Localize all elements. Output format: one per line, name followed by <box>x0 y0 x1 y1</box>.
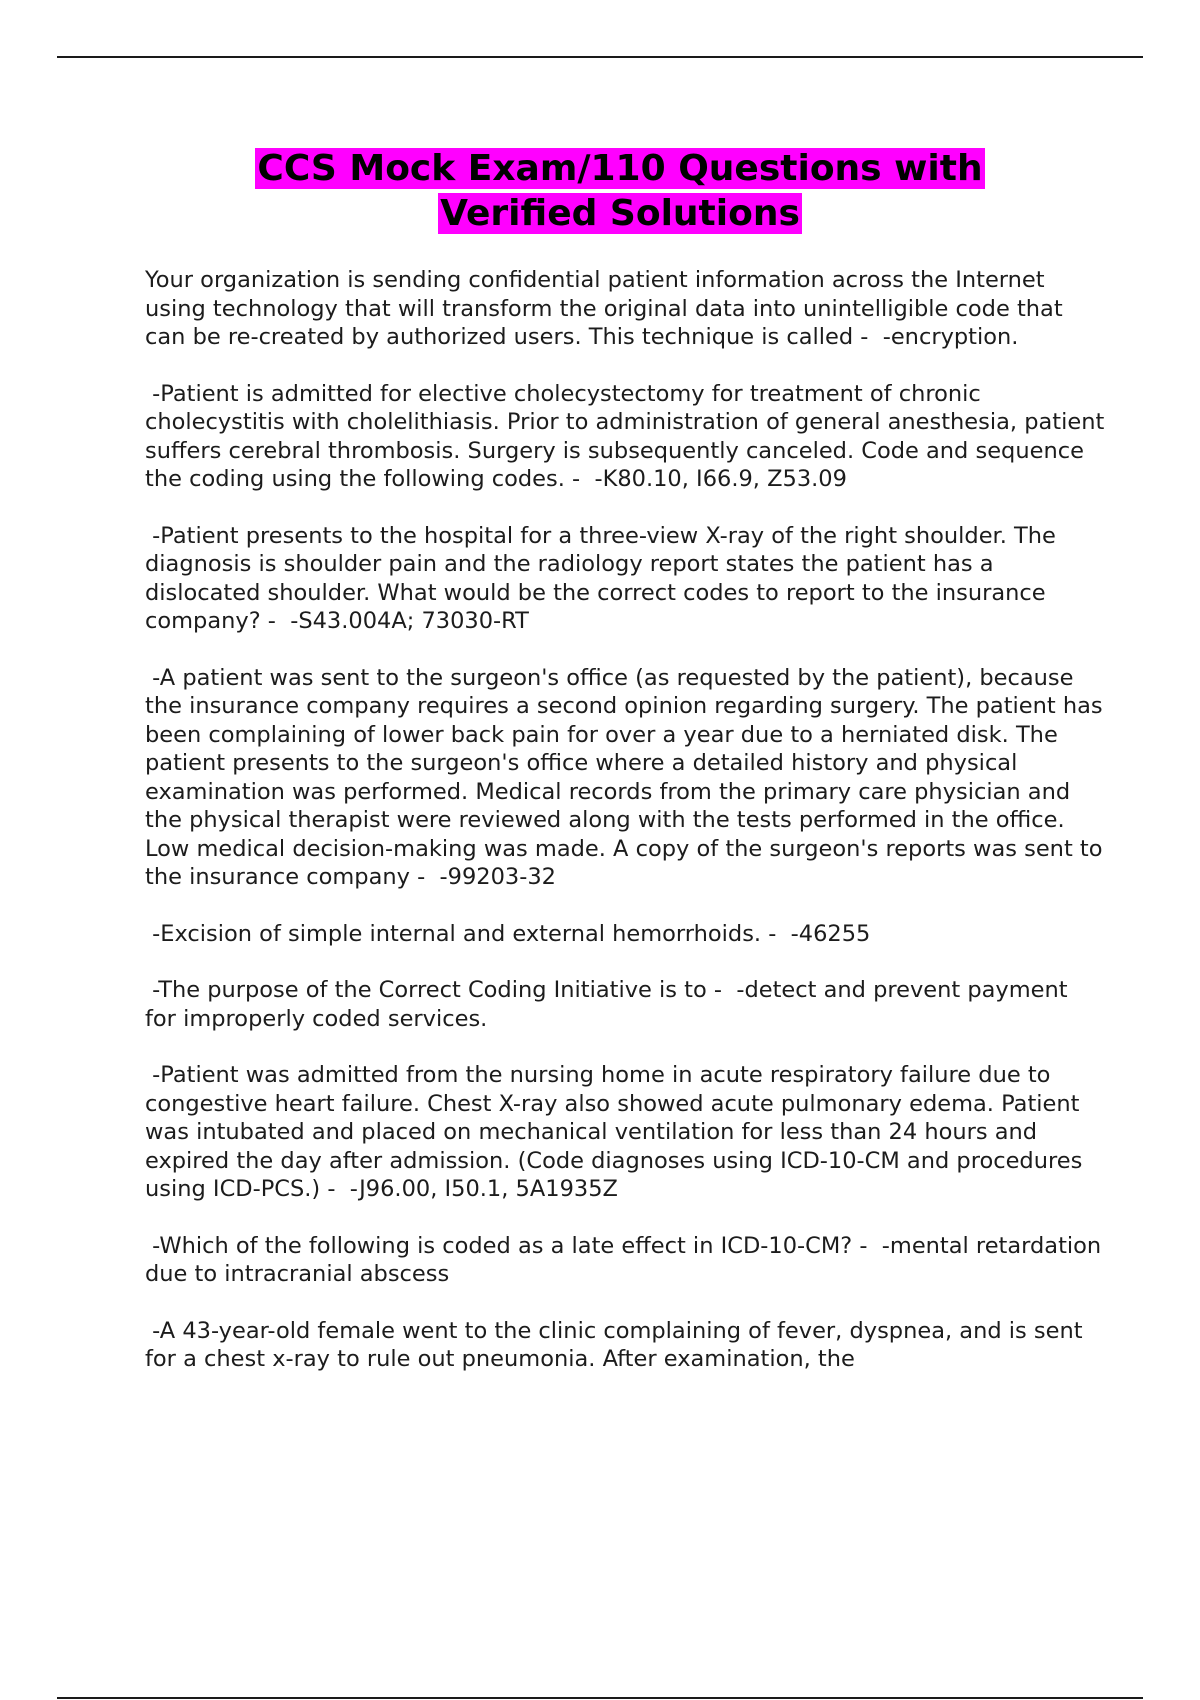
question-item: -Patient is admitted for elective cholecystectomy for treatment of chronic cholecystitis with cholelithiasis. Prior to administration of general anesthesia, patient suffers cerebral thrombosis. Surgery is subsequently canceled. Code and sequence the coding using the following codes. - -K80.10, I66.9, Z53.09 <box>145 380 1112 492</box>
document-body <box>145 266 1112 1402</box>
document-title <box>140 146 1100 236</box>
question-item: -A patient was sent to the surgeon's office (as requested by the patient), because the insurance company requires a second opinion regarding surgery. The patient has been complaining of lower back pain for over a year due to a herniated disk. The patient presents to the surgeon's office where a detailed history and physical examination was performed. Medical records from the primary care physician and the physical therapist were reviewed along with the tests performed in the office. Low medical decision-making was made. A copy of the surgeon's reports was sent to the insurance company - -99203-32 <box>145 664 1110 890</box>
bottom-divider <box>57 1697 1143 1699</box>
title-line-1: CCS Mock Exam/110 Questions with <box>257 148 983 189</box>
title-line-2: Verified Solutions <box>440 193 800 234</box>
document-header <box>140 146 1100 236</box>
question-item: -Excision of simple internal and external hemorrhoids. - -46255 <box>145 920 871 947</box>
question-item: -The purpose of the Correct Coding Initiative is to - -detect and prevent payment for improperly coded services. <box>145 977 1075 1032</box>
top-divider <box>57 56 1143 58</box>
question-item: -Which of the following is coded as a late effect in ICD-10-CM? - -mental retardation due to intracranial abscess <box>145 1232 1109 1287</box>
question-item: -A 43-year-old female went to the clinic complaining of fever, dyspnea, and is sent for a chest x-ray to rule out pneumonia. After examination, the <box>145 1317 1090 1372</box>
question-item: -Patient was admitted from the nursing home in acute respiratory failure due to congestive heart failure. Chest X-ray also showed acute pulmonary edema. Patient was intubated and placed on mechanical ventilation for less than 24 hours and expired the day after admission. (Code diagnoses using ICD-10-CM and procedures using ICD-PCS.) - -J96.00, I50.1, 5A1935Z <box>145 1062 1090 1202</box>
question-item: Your organization is sending confidential patient information across the Internet using technology that will transform the original data into unintelligible code that can be re-created by authorized users. This technique is called - -encryption. <box>145 267 1070 350</box>
question-item: -Patient presents to the hospital for a three-view X-ray of the right shoulder. The diagnosis is shoulder pain and the radiology report states the patient has a dislocated shoulder. What would be the correct codes to report to the insurance company? - -S43.004A; 73030-RT <box>145 522 1064 634</box>
